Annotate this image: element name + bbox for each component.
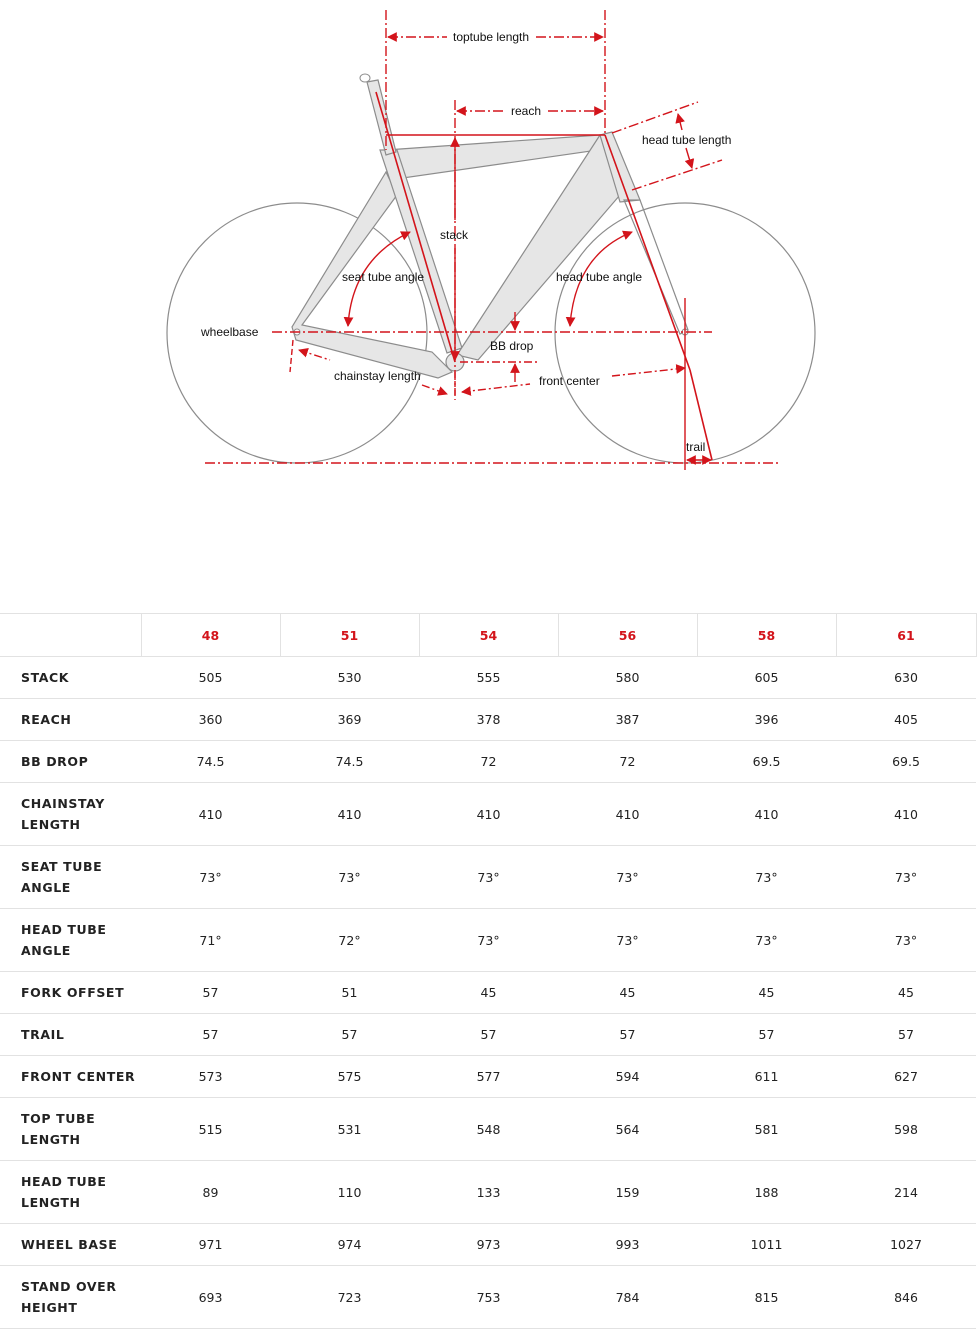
label-seat-tube-angle: seat tube angle (342, 270, 425, 284)
table-row (0, 1014, 976, 1056)
table-cell: 57 (419, 1014, 558, 1056)
table-cell: 57 (697, 1014, 836, 1056)
table-cell: 555 (419, 657, 558, 699)
label-reach: reach (511, 104, 542, 118)
table-cell: 605 (697, 657, 836, 699)
table-cell: 598 (836, 1098, 976, 1161)
header-corner-cell (0, 614, 141, 657)
table-row (0, 1056, 976, 1098)
table-cell: 57 (558, 1014, 697, 1056)
table-cell: 387 (558, 699, 697, 741)
table-cell: 45 (836, 972, 976, 1014)
table-cell: 57 (141, 972, 280, 1014)
table-cell: 575 (280, 1056, 419, 1098)
table-cell: 73° (558, 909, 697, 972)
table-cell: 573 (141, 1056, 280, 1098)
table-cell: 971 (141, 1224, 280, 1266)
label-chainstay: chainstay length (334, 369, 421, 383)
table-cell: 577 (419, 1056, 558, 1098)
table-cell: 188 (697, 1161, 836, 1224)
size-header: 48 (141, 614, 280, 657)
table-cell: 784 (558, 1266, 697, 1329)
table-cell: 531 (280, 1098, 419, 1161)
table-cell: 73° (697, 909, 836, 972)
table-row (0, 1161, 976, 1224)
table-cell: 159 (558, 1161, 697, 1224)
measurement-lines (205, 10, 778, 470)
table-cell: 73° (419, 909, 558, 972)
table-cell: 74.5 (280, 741, 419, 783)
size-header: 51 (280, 614, 419, 657)
size-header: 58 (697, 614, 836, 657)
table-cell: 73° (836, 846, 976, 909)
table-cell: 410 (697, 783, 836, 846)
table-row (0, 1098, 976, 1161)
table-row (0, 1224, 976, 1266)
row-label: BB DROP (0, 741, 141, 783)
geometry-table (0, 613, 977, 1329)
table-cell: 45 (419, 972, 558, 1014)
table-row (0, 909, 976, 972)
table-cell: 405 (836, 699, 976, 741)
size-header: 61 (836, 614, 976, 657)
table-cell: 627 (836, 1056, 976, 1098)
table-cell: 564 (558, 1098, 697, 1161)
size-header-row (0, 614, 976, 657)
seat-clamp (360, 74, 370, 82)
table-cell: 723 (280, 1266, 419, 1329)
table-cell: 515 (141, 1098, 280, 1161)
table-cell: 57 (836, 1014, 976, 1056)
table-cell: 410 (141, 783, 280, 846)
row-label: CHAINSTAY LENGTH (0, 783, 141, 846)
table-cell: 581 (697, 1098, 836, 1161)
table-cell: 973 (419, 1224, 558, 1266)
row-label: WHEEL BASE (0, 1224, 141, 1266)
label-stack: stack (440, 228, 469, 242)
row-label: FRONT CENTER (0, 1056, 141, 1098)
table-cell: 1011 (697, 1224, 836, 1266)
row-label: FORK OFFSET (0, 972, 141, 1014)
table-row (0, 657, 976, 699)
table-cell: 548 (419, 1098, 558, 1161)
row-label: STACK (0, 657, 141, 699)
table-cell: 74.5 (141, 741, 280, 783)
row-label: REACH (0, 699, 141, 741)
table-cell: 580 (558, 657, 697, 699)
table-cell: 1027 (836, 1224, 976, 1266)
table-cell: 594 (558, 1056, 697, 1098)
table-cell: 815 (697, 1266, 836, 1329)
table-row (0, 1266, 976, 1329)
row-label: TOP TUBE LENGTH (0, 1098, 141, 1161)
table-cell: 72° (280, 909, 419, 972)
table-cell: 45 (558, 972, 697, 1014)
bike-geometry-diagram (0, 0, 978, 520)
table-cell: 73° (697, 846, 836, 909)
table-cell: 73° (419, 846, 558, 909)
table-cell: 410 (836, 783, 976, 846)
table-cell: 214 (836, 1161, 976, 1224)
table-cell: 73° (558, 846, 697, 909)
label-bb-drop: BB drop (490, 339, 534, 353)
table-cell: 73° (280, 846, 419, 909)
label-trail: trail (686, 440, 706, 454)
table-cell: 73° (836, 909, 976, 972)
table-cell: 71° (141, 909, 280, 972)
table-cell: 505 (141, 657, 280, 699)
table-cell: 378 (419, 699, 558, 741)
row-label: STAND OVER HEIGHT (0, 1266, 141, 1329)
table-cell: 693 (141, 1266, 280, 1329)
size-header: 54 (419, 614, 558, 657)
table-cell: 73° (141, 846, 280, 909)
row-label: HEAD TUBE LENGTH (0, 1161, 141, 1224)
table-cell: 410 (558, 783, 697, 846)
table-cell: 611 (697, 1056, 836, 1098)
table-cell: 360 (141, 699, 280, 741)
table-cell: 110 (280, 1161, 419, 1224)
table-cell: 753 (419, 1266, 558, 1329)
table-cell: 69.5 (836, 741, 976, 783)
label-head-tube-length: head tube length (642, 133, 732, 147)
table-cell: 72 (558, 741, 697, 783)
table-row (0, 846, 976, 909)
table-row (0, 972, 976, 1014)
table-cell: 369 (280, 699, 419, 741)
table-cell: 57 (280, 1014, 419, 1056)
table-cell: 69.5 (697, 741, 836, 783)
table-cell: 530 (280, 657, 419, 699)
table-row (0, 699, 976, 741)
label-toptube: toptube length (453, 30, 530, 44)
table-cell: 993 (558, 1224, 697, 1266)
table-cell: 57 (141, 1014, 280, 1056)
table-cell: 846 (836, 1266, 976, 1329)
table-cell: 72 (419, 741, 558, 783)
row-label: HEAD TUBE ANGLE (0, 909, 141, 972)
row-label: TRAIL (0, 1014, 141, 1056)
table-cell: 410 (280, 783, 419, 846)
table-cell: 974 (280, 1224, 419, 1266)
bike-frame (292, 132, 643, 378)
table-cell: 51 (280, 972, 419, 1014)
label-head-tube-angle: head tube angle (556, 270, 643, 284)
size-header: 56 (558, 614, 697, 657)
fork (624, 200, 688, 334)
table-cell: 89 (141, 1161, 280, 1224)
table-cell: 133 (419, 1161, 558, 1224)
table-row (0, 741, 976, 783)
table-cell: 396 (697, 699, 836, 741)
label-front-center: front center (539, 374, 600, 388)
table-row (0, 783, 976, 846)
table-cell: 630 (836, 657, 976, 699)
table-cell: 45 (697, 972, 836, 1014)
row-label: SEAT TUBE ANGLE (0, 846, 141, 909)
table-cell: 410 (419, 783, 558, 846)
label-wheelbase: wheelbase (201, 325, 259, 339)
